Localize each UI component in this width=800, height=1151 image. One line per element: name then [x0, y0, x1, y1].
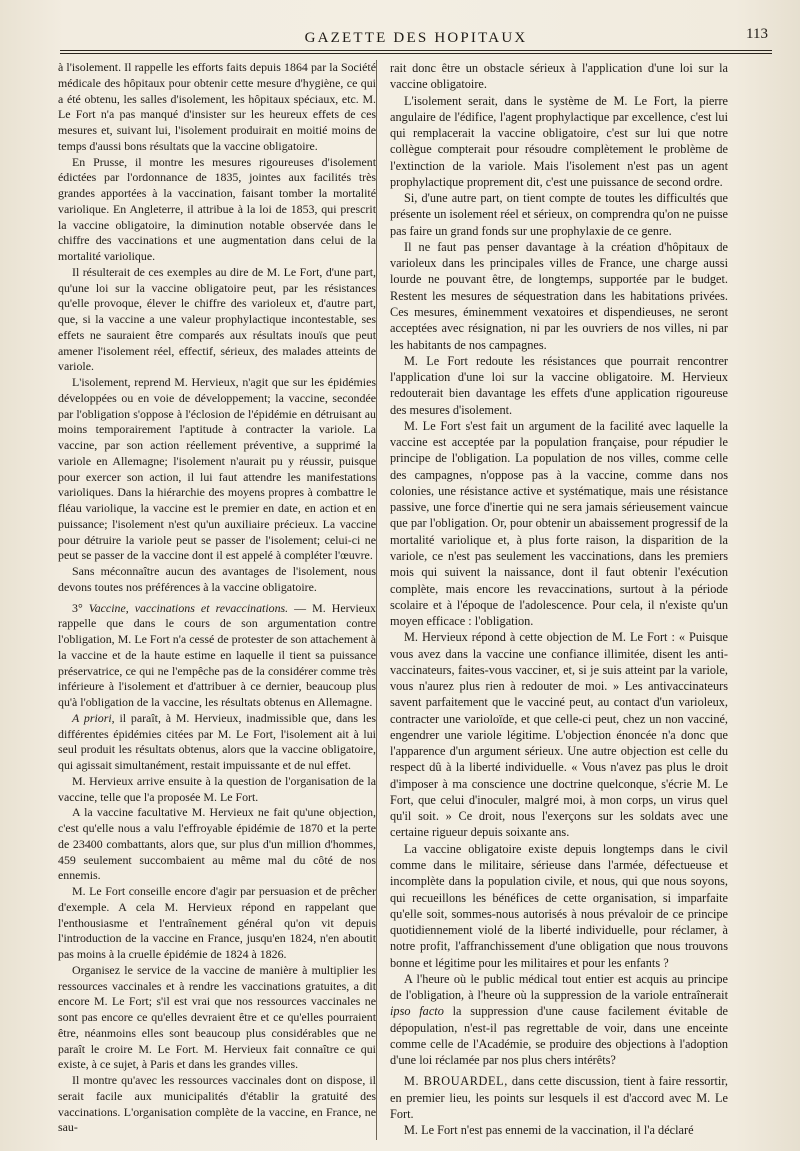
paragraph-text: , il paraît, à M. Hervieux, inadmissible que, dans les différentes épidémies citées par M. Le Fort, l'isolement ait à lui seul produit les résultats obtenus, alors que la vaccine obligatoire, qui agissait simultanément, restait impuissante et de nul effet.: [58, 710, 376, 772]
section-heading: Vaccine, vaccinations et revaccinations.: [88, 600, 289, 615]
paragraph: Sans méconnaître aucun des avantages de l'isolement, nous devons toutes nos préférences à la vaccine obligatoire.: [58, 564, 376, 594]
section-text: — M. Hervieux rappelle que dans le cours de son argumentation contre l'obligation, M. Le Fort n'a cessé de protester de son attachement à la vaccine et de la haute estime en laquelle il tient sa puissance préservatrice, ce qui ne l'empêche pas de la considérer comme très inférieure à l'isolement et d'attribuer à ce dernier, beaucoup plus qu'à l'obligation de la vaccine, les résultats obtenus en Allemagne.: [58, 600, 376, 709]
page-header: [60, 26, 772, 52]
paragraph: Il montre qu'avec les ressources vaccinales dont on dispose, il serait facile aux municipalités d'établir la gratuité des vaccinations. L'organisation complète de la vaccine, en France, ne sau-: [58, 1073, 376, 1135]
paragraph: Si, d'une autre part, on tient compte de toutes les difficultés que présente un isolement réel et sérieux, on comprendra qu'on ne puisse pas faire un grand fonds sur une prophylaxie de ce genre.: [390, 191, 728, 238]
paragraph: En Prusse, il montre les mesures rigoureuses d'isolement édictées par l'ordonnance de 1835, jointes aux facilités très grandes apportées à la vaccination, faisant tomber la mortalité variolique. En Angleterre, il attribue à la loi de 1853, qui prescrit la vaccine obligatoire, la diminution notable observée dans le chiffre des vaccinations et une augmentation dans celui de la mortalité variolique.: [58, 154, 376, 263]
column-divider: [376, 60, 377, 1140]
paragraph: M. Le Fort redoute les résistances que pourrait rencontrer l'application d'une loi sur la vaccine obligatoire. M. Hervieux redouterait bien davantage les effets d'une application rigoureuse des mesures d'isolement.: [390, 353, 728, 417]
paragraph-text: A l'heure où le public médical tout entier est acquis au principe de l'obligation, à l'heure où la suppression de la variole entraînerait: [390, 971, 728, 1003]
paragraph: M. Hervieux répond à cette objection de M. Le Fort : « Puisque vous avez dans la vaccine une confiance illimitée, disent les anti-vaccinateurs, faites-vous vacciner, et, si je suis atteint par la variole, vous n'aurez plus rien à redouter de moi. » Les antivaccinateurs savent parfaitement que le vacciné peut, au contact d'un varioleux, contracter une varioloïde, et que celle-ci peut, chez un non vacciné, engendrer une variole légitime. L'objection énoncée n'a donc que l'apparence d'un argument sérieux. Une autre objection est celle du respect dû à la liberté individuelle. « Vous n'avez pas plus le droit d'imposer à ma conscience une doctrine quelconque, s'écrie M. Le Fort, que celui d'inoculer, malgré moi, à mon corps, un virus quel qu'il soit. » Ce droit, nous l'exerçons sur les soldats avec une certaine rigueur depuis soixante ans.: [390, 630, 728, 840]
paragraph: Il ne faut pas penser davantage à la création d'hôpitaux de varioleux dans les principales villes de France, une charge aussi lourde ne pouvant être, de longtemps, supportée par le budget. Restent les mesures de séquestration dans les habitations privées. Ces mesures, éminemment vexatoires et dispendieuses, ne seront acceptées avec résignation, ni par les ouvriers de nos villes, ni par les habitants de nos campagnes.: [390, 239, 728, 352]
paragraph: Organisez le service de la vaccine de manière à multiplier les ressources vaccinales et à rendre les vaccinations gratuites, a dit encore M. Le Fort; s'il est vrai que nos ressources vaccinales ne sont pas encore ce qu'elles devraient être et ce qu'elles pourraient être, néanmoins elles sont beaucoup plus considérables que ne paraît le croire M. Le Fort. M. Hervieux fait connaître ce qui existe, à ce sujet, à Paris et dans les grandes villes.: [58, 962, 376, 1072]
paragraph: A la vaccine facultative M. Hervieux ne fait qu'une objection, c'est qu'elle nous a valu l'effroyable épidémie de 1870 et la perte de 23400 combattants, alors que, sur plus d'un million d'hommes, 459 seulement succombaient au même mal du côté de nos ennemis.: [58, 805, 376, 883]
journal-title: GAZETTE DES HOPITAUX: [304, 30, 528, 46]
paragraph: L'isolement serait, dans le système de M. Le Fort, la pierre angulaire de l'édifice, l'agent prophylactique par excellence, c'est lui qui remplacerait la vaccine obligatoire, c'est sur lui que notre collègue compterait pour résoudre complètement le problème de l'extinction de la variole. Mais l'isolement n'est pas un agent prophylactique proprement dit, c'est une puissance de second ordre.: [390, 93, 728, 189]
italic-phrase: A priori: [72, 710, 112, 725]
section-paragraph: [58, 601, 376, 711]
paragraph: La vaccine obligatoire existe depuis longtemps dans le civil comme dans le militaire, sérieuse dans l'armée, défectueuse et incomplète dans la population civile, et nous, qui que nous soyons, qui recueillons les bénéfices de cette organisation, si imparfaite qu'elle soit, sommes-nous autorisés à nous prévaloir de ce principe quotidiennement violé de la liberté individuelle, pour réclamer, à notre profit, l'affranchissement d'une obligation que nous trouvons bonne et légitime pour les militaires et pour les enfants ?: [390, 841, 728, 970]
speaker-name: M. BROUARDEL,: [404, 1074, 508, 1089]
paragraph: M. Le Fort s'est fait un argument de la facilité avec laquelle la vaccine est acceptée par la population française, pour répudier le principe de l'obligation. La population de nos villes, comme celle des campagnes, n'oppose pas à la vaccine, comme dans nos colonies, une résistance active et systématique, mais une résistance passive, une force d'inertie qui ne sera jamais sérieusement vaincue que par l'obligation. Or, pour obtenir un abaissement progressif de la mortalité variolique et, à plus forte raison, la disparition de la variole, ce n'est pas seulement les vaccinations, dans les premiers mois qui suivent la naissance, dont il faut obtenir l'exécution complète, mais encore les revaccinations, surtout à la période scolaire et à l'époque de l'adolescence. Pour cela, il n'existe qu'un moyen efficace : l'obligation.: [390, 418, 728, 629]
paragraph: L'isolement, reprend M. Hervieux, n'agit que sur les épidémies développées ou en voie de développement; la vaccine, secondée par l'obligation s'oppose à l'éclosion de l'épidémie en détruisant au moins temporairement l'aptitude à contracter la variole. La vaccine, par son action réellement préventive, a supprimé la variole en Allemagne; l'isolement n'aurait pu y réussir, puisque pour exercer son action, il lui faut attendre les manifestations varioliques. Dans la hiérarchie des moyens propres à combattre le fléau variolique, la vaccine est le premier en date, en action et en puissance; l'isolement n'est qu'un auxiliaire précieux. La vaccine pour détruire la variole peut se passer de l'isolement; celui-ci ne peut se passer de la vaccine dont il est appelé à compléter l'œuvre.: [58, 375, 376, 563]
paragraph: M. Hervieux arrive ensuite à la question de l'organisation de la vaccine, telle que l'a proposée M. Le Fort.: [58, 773, 376, 804]
speaker-paragraph: [390, 1073, 728, 1122]
paragraph-text: la suppression d'une cause facilement évitable de dépopulation, n'est-il pas regrettable de voir, dans une enceinte comme celle de l'Académie, se produire des objections à l'adoption d'une loi réclamée par nos plus chers intérêts?: [390, 1004, 728, 1068]
left-column: [58, 60, 376, 1136]
header-rule-bottom: [60, 53, 772, 54]
paragraph: rait donc être un obstacle sérieux à l'application d'une loi sur la vaccine obligatoire.: [390, 61, 728, 92]
paragraph: [58, 711, 376, 774]
paragraph-text: dans cette discussion, tient à faire ressortir, en premier lieu, les points sur lesquels il est d'accord avec M. Le Fort.: [390, 1074, 729, 1121]
paragraph: [390, 971, 728, 1069]
header-rule-top: [60, 50, 772, 51]
paragraph: M. Le Fort n'est pas ennemi de la vaccination, il l'a déclaré: [404, 1123, 694, 1138]
paragraph: M. Le Fort conseille encore d'agir par persuasion et de prêcher d'exemple. A cela M. Hervieux répond en rappelant que l'enthousiasme et l'entraînement général qu'on vit depuis l'introduction de la vaccine en France, jusqu'en 1824, n'en aboutit pas moins à la cruelle épidémie de 1824 à 1826.: [58, 884, 376, 961]
right-column: [390, 60, 728, 1139]
paragraph: Il résulterait de ces exemples au dire de M. Le Fort, d'une part, qu'une loi sur la vaccine obligatoire peut, par les résistances qu'elle provoque, élever le chiffre des varioleux et, d'autre part, que, si la vaccine a une valeur prophylactique incontestable, ses effets ne sauraient être comparés aux résultats inouïs que peut amener l'isolement réel, effectif, sérieux, des malades atteints de variole.: [58, 264, 376, 374]
italic-phrase: ipso facto: [390, 1004, 444, 1019]
section-number: 3°: [72, 600, 89, 615]
paragraph: à l'isolement. Il rappelle les efforts faits depuis 1864 par la Société médicale des hôpitaux pour obtenir cette mesure d'hygiène, ce qui a été obtenu, les salles d'isolement, les hôpitaux spéciaux, etc. M. Le Fort n'a pas manqué d'insister sur les heureux effets de ces mesures et, suivant lui, l'isolement produirait en moitié moins de temps d'aussi bons résultats que la vaccine obligatoire.: [58, 60, 376, 153]
page-number: 113: [746, 26, 768, 42]
